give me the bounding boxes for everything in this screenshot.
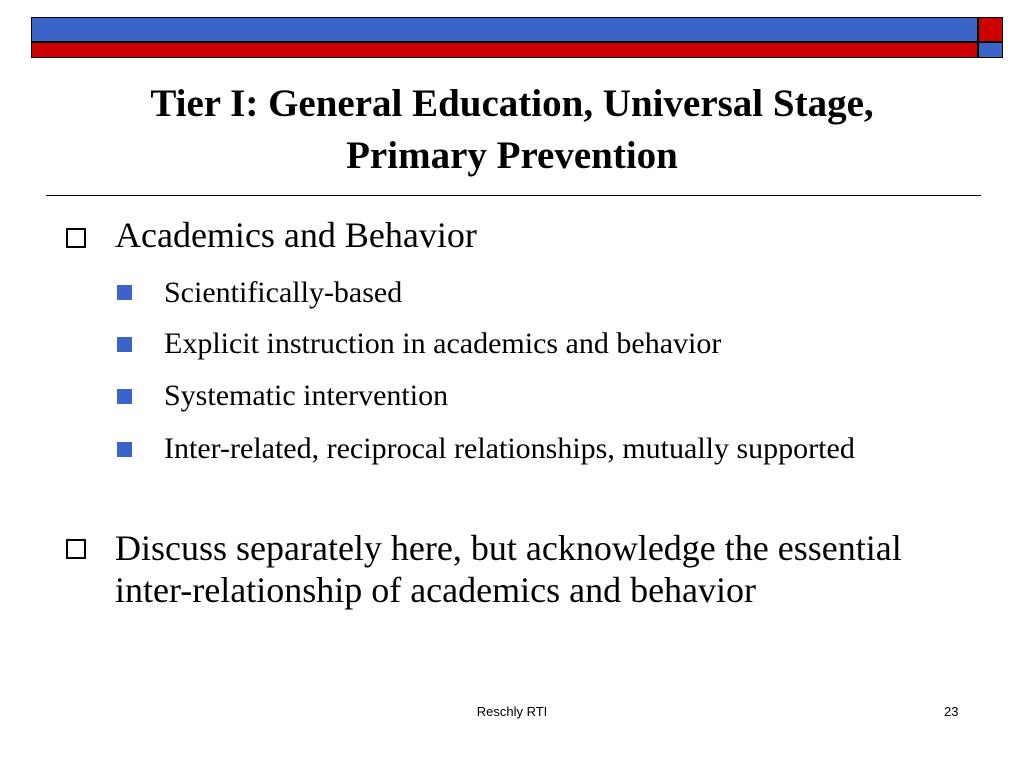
hollow-square-bullet-icon	[66, 539, 86, 559]
bullet-item: Academics and Behavior	[115, 215, 477, 255]
slide-title-line-2: Primary Prevention	[346, 134, 678, 177]
filled-square-bullet-icon	[117, 285, 132, 300]
page-number: 23	[944, 704, 959, 719]
filled-square-bullet-icon	[117, 442, 132, 457]
sub-bullet-item: Explicit instruction in academics and behavior	[164, 327, 722, 360]
slide-title-line-1: Tier I: General Education, Universal Stage,	[150, 82, 874, 125]
footer-text: Reschly RTI	[476, 704, 548, 719]
sub-bullet-item: Scientifically-based	[164, 276, 403, 309]
hollow-square-bullet-icon	[66, 228, 86, 248]
bullet-item: Discuss separately here, but acknowledge the essential inter-relationship of academics and behavior	[115, 528, 902, 610]
filled-square-bullet-icon	[117, 389, 132, 404]
sub-bullet-item: Inter-related, reciprocal relationships, mutually supported	[164, 432, 855, 465]
filled-square-bullet-icon	[117, 337, 132, 352]
sub-bullet-item: Systematic intervention	[164, 379, 449, 412]
